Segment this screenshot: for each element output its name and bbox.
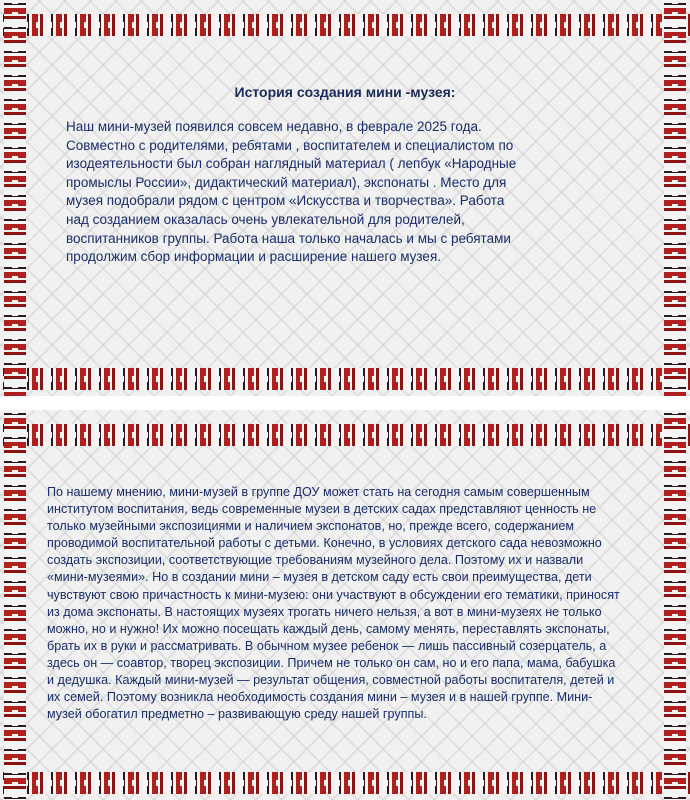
opinion-paragraph: По нашему мнению, мини-музей в группе ДОУ может стать на сегодня самым совершенным институтом воспитания, ведь современные музеи в детских садах представляют ценность не только музейными экспозициями и наличием экспонатов, но, прежде всего, содержанием проводимой воспитательной работы с детьми. Конечно, в условиях детского сада невозможно создать экспозиции, соответствующие требованиям музейного дела. Поэтому их и назвали «мини-музеями». Но в создании мини – музея в детском саду есть свои преимущества, дети чувствуют свою причастность к мини-музею: они участвуют в обсуждении его тематики, приносят из дома экспонаты. В настоящих музеях трогать ничего нельзя, а вот в мини-музеях не только можно, но и нужно! Их можно посещать каждый день, самому менять, переставлять экспонаты, брать их в руки и рассматривать. В обычном музее ребенок — лишь пассивный созерцатель, а здесь он — соавтор, творец экспозиции. Причем не только он сам, но и его папа, мама, бабушка и дедушка. Каждый мини-музей — результат общения, совместной работы воспитателя, детей и их семей. Поэтому возникла необходимость создания мини – музея и в нашей группе. Мини-музей обогатил предметно – развивающую среду нашей группы.: [47, 485, 620, 722]
ornament-border-top: [0, 14, 690, 36]
ornament-border-right: [664, 0, 686, 396]
ornament-border-bottom: [0, 772, 690, 794]
history-paragraph: Наш мини-музей появился совсем недавно, в феврале 2025 года. Совместно с родителями, ребятами , воспитателем и специалистом по изодеятельности был собран наглядный материал ( лепбук «Народные промыслы России», дидактический материал), экспонаты . Место для музея подобрали рядом с центром «Искусства и творчества». Работа над созданием оказалась очень увлекательной для родителей, воспитанников группы. Работа наша только началась и мы с ребятами продолжим сбор информации и расширение нашего музея.: [66, 119, 517, 265]
ornament-border-left: [4, 410, 26, 800]
slide-history: [0, 0, 690, 396]
ornament-border-top: [0, 424, 690, 446]
slide-title: История создания мини -музея:: [234, 84, 456, 100]
ornament-border-right: [664, 410, 686, 800]
ornament-border-left: [4, 0, 26, 396]
slide-opinion: [0, 410, 690, 800]
ornament-border-bottom: [0, 368, 690, 390]
